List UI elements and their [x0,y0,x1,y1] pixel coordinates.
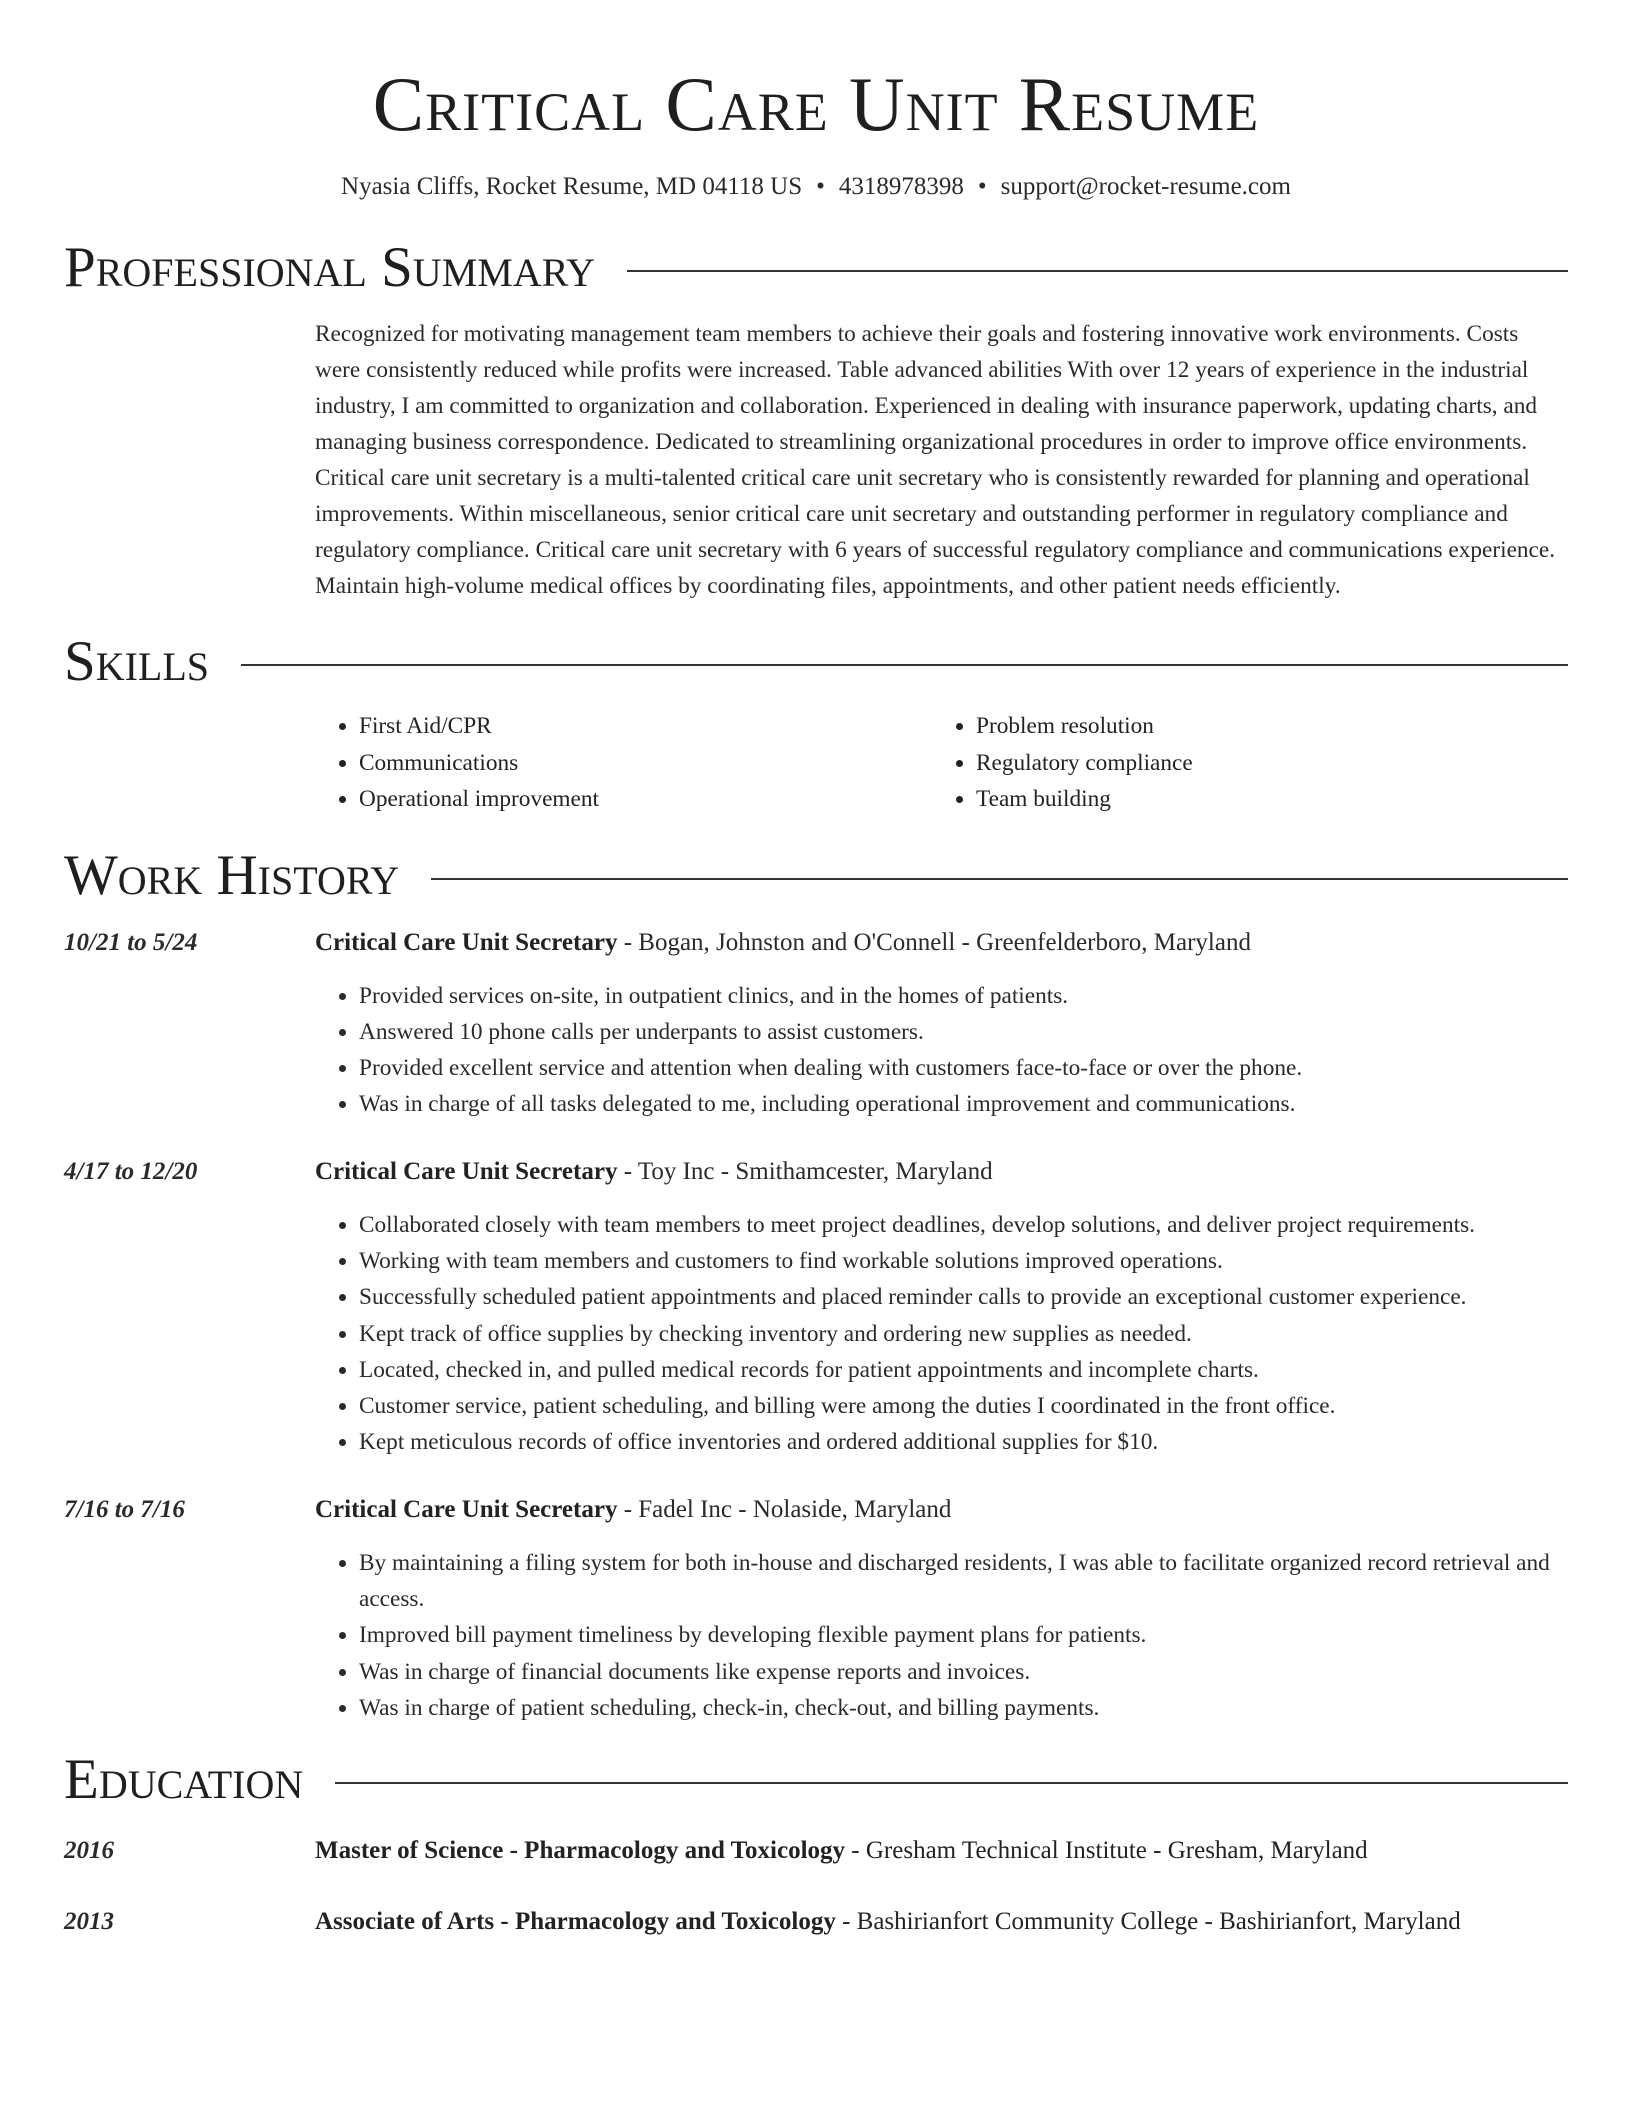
skill-item: • First Aid/CPR [359,708,932,745]
work-section-header [64,844,1568,908]
job-title: Critical Care Unit Secretary [315,1157,618,1185]
contact-email: support@rocket-resume.com [1000,173,1291,200]
job-duties [315,1207,1568,1461]
job-duty-item: • Improved bill payment timeliness by developing flexible payment plans for patients. [359,1617,1568,1653]
job-header [64,1155,1568,1189]
skills-heading: Skills [64,630,210,693]
education-year: 2013 [64,1908,114,1936]
job-dates: 7/16 to 7/16 [64,1495,185,1523]
job-header [64,926,1568,960]
job-title: Critical Care Unit Secretary [315,928,618,956]
job-duty-item: • Answered 10 phone calls per underpants to assist customers. [359,1014,1568,1050]
summary-section-header [64,236,1568,300]
job-duty-item: • Working with team members and customers to find workable solutions improved operations. [359,1243,1568,1279]
education-degree: Master of Science - Pharmacology and Toxicology [315,1837,846,1865]
section-divider [335,1782,1568,1784]
job-entry [64,1155,1568,1461]
job-duty-item: • Was in charge of patient scheduling, check-in, check-out, and billing payments. [359,1690,1568,1726]
job-duties [315,978,1568,1123]
job-employer: - Bogan, Johnston and O'Connell - Greenfelderboro, Maryland [617,928,1251,956]
skill-item: • Communications [359,745,932,782]
summary-text: Recognized for motivating management team members to achieve their goals and fostering innovative work environments. Costs were consistently reduced while profits were increased. Table advanced abilities With over 12 years of experience in the industrial industry, I am committed to organization and collaboration. Experienced in dealing with insurance paperwork, updating charts, and managing business correspondence. Dedicated to streamlining organizational procedures in order to improve office environments. Critical care unit secretary is a multi-talented critical care unit secretary who is consistently rewarded for planning and operational improvements. Within miscellaneous, senior critical care unit secretary and outstanding performer in regulatory compliance and regulatory compliance. Critical care unit secretary with 6 years of successful regulatory compliance and communications experience. Maintain high-volume medical offices by coordinating files, appointments, and other patient needs efficiently. [315,321,1556,599]
job-title: Critical Care Unit Secretary [315,1495,618,1523]
job-duty-item: • Successfully scheduled patient appointments and placed reminder calls to provide an exceptional customer experience. [359,1279,1568,1315]
summary-heading: Professional Summary [64,236,596,299]
job-entry [64,1493,1568,1726]
job-duty-item: • Collaborated closely with team members to meet project deadlines, develop solutions, and deliver project requirements. [359,1207,1568,1243]
education-entry [64,1905,1568,1939]
skill-item: • Regulatory compliance [976,745,1193,782]
job-dates: 10/21 to 5/24 [64,928,198,956]
job-heading-line [315,926,1251,960]
work-heading: Work History [64,843,400,907]
section-divider [241,664,1568,666]
section-divider [431,878,1568,880]
section-divider [627,270,1568,272]
job-duties [315,1545,1568,1726]
education-school: - Gresham Technical Institute - Gresham, Maryland [845,1837,1368,1865]
job-heading-line [315,1493,951,1527]
skill-item: • Problem resolution [976,708,1193,745]
education-heading: Education [64,1748,304,1812]
job-duty-item: • Provided excellent service and attention when dealing with customers face-to-face or over the phone. [359,1050,1568,1086]
job-employer: - Fadel Inc - Nolaside, Maryland [617,1495,952,1523]
education-line [315,1905,1461,1939]
job-duty-item: • By maintaining a filing system for both in-house and discharged residents, I was able to facilitate organized record retrieval and access. [359,1545,1568,1618]
resume-title: Critical Care Unit Resume [372,61,1260,147]
contact-phone: 4318978398 [838,173,964,200]
contact-line [64,170,1568,204]
job-duty-item: • Was in charge of financial documents like expense reports and invoices. [359,1654,1568,1690]
education-entry [64,1834,1568,1868]
job-dates: 4/17 to 12/20 [64,1157,198,1185]
education-year: 2016 [64,1837,114,1865]
job-heading-line [315,1155,993,1189]
contact-separator: • [816,173,825,200]
skills-column-right [932,708,1193,818]
contact-address: Nyasia Cliffs, Rocket Resume, MD 04118 US [341,173,803,200]
job-duty-item: • Kept track of office supplies by checking inventory and ordering new supplies as needed. [359,1316,1568,1352]
skill-item: • Team building [976,781,1193,818]
education-degree: Associate of Arts - Pharmacology and Toxicology [315,1908,836,1936]
job-employer: - Toy Inc - Smithamcester, Maryland [617,1157,993,1185]
skills-list [315,708,1568,818]
skills-column-left [315,708,932,818]
skills-section-header [64,630,1568,694]
job-duty-item: • Provided services on-site, in outpatient clinics, and in the homes of patients. [359,978,1568,1014]
job-entry [64,926,1568,1123]
contact-separator: • [977,173,987,200]
job-header [64,1493,1568,1527]
education-section-header [64,1748,1568,1812]
skill-item: • Operational improvement [359,781,932,818]
job-duty-item: • Kept meticulous records of office inventories and ordered additional supplies for $10. [359,1424,1568,1460]
education-line [315,1834,1368,1868]
job-duty-item: • Customer service, patient scheduling, and billing were among the duties I coordinated in the front office. [359,1388,1568,1424]
job-duty-item: • Was in charge of all tasks delegated to me, including operational improvement and communications. [359,1086,1568,1122]
job-duty-item: • Located, checked in, and pulled medical records for patient appointments and incomplete charts. [359,1352,1568,1388]
education-school: - Bashirianfort Community College - Bashirianfort, Maryland [835,1908,1461,1936]
